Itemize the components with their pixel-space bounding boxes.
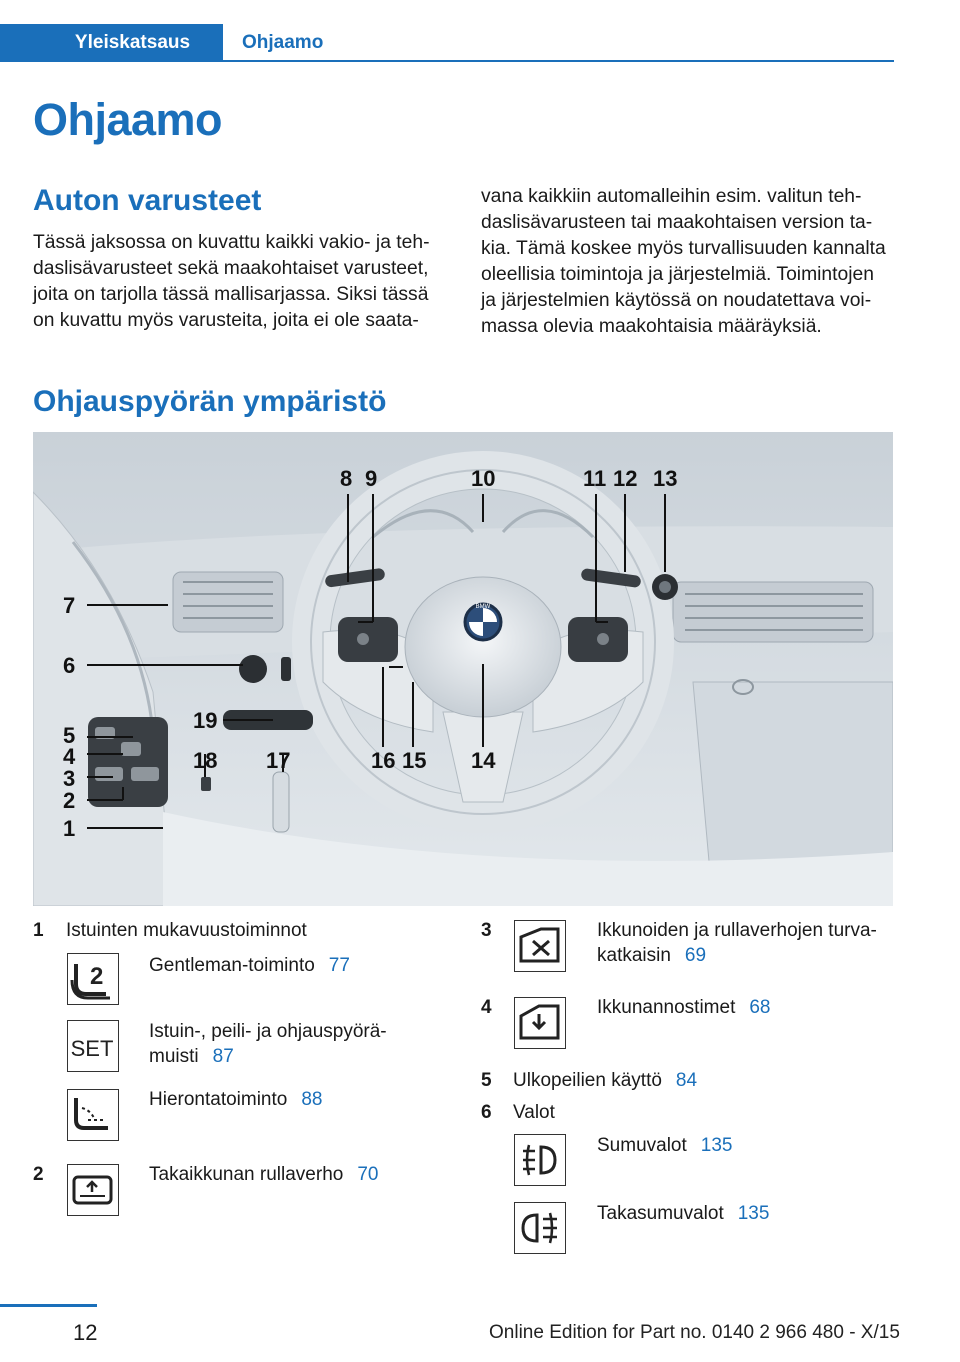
legend-label: Ikkunannostimet: [597, 997, 736, 1018]
section-heading-varusteet: Auton varusteet: [33, 184, 262, 217]
text-line: daslisävarusteen tai maakohtaisen version ta-: [481, 212, 873, 233]
legend-label: Hierontatoiminto: [149, 1089, 288, 1110]
legend-window-lift: [597, 995, 771, 1020]
legend-label: Ulkopeilien käyttö: [513, 1070, 662, 1091]
seat-2-icon: [67, 953, 119, 1005]
callout-16: 16: [371, 748, 396, 773]
header-rule: [0, 60, 894, 62]
callout-8: 8: [340, 466, 353, 491]
legend-label: Istuin-, peili- ja ohjauspyörä-: [149, 1021, 387, 1042]
footer-edition: Online Edition for Part no. 0140 2 966 480 - X/15: [489, 1322, 900, 1343]
page-number: 12: [73, 1320, 98, 1345]
page-link-84[interactable]: 84: [675, 1070, 698, 1091]
legend-fog: [597, 1133, 732, 1158]
legend-gentleman: [149, 953, 350, 978]
legend-num-6: 6: [481, 1102, 492, 1123]
legend-label: Gentleman-toiminto: [149, 955, 315, 976]
callout-3: 3: [63, 766, 76, 791]
callout-14: 14: [471, 748, 496, 773]
page-link-135b[interactable]: 135: [737, 1203, 770, 1224]
legend-mirrors: [513, 1068, 697, 1093]
legend-num-5: 5: [481, 1070, 492, 1091]
legend-num-4: 4: [481, 997, 492, 1018]
callout-6: 6: [63, 653, 76, 678]
callout-9: 9: [365, 466, 378, 491]
legend-label: Takasumuvalot: [597, 1203, 724, 1224]
text-line: massa olevia maakohtaisia määräyksiä.: [481, 316, 822, 337]
page-link-69[interactable]: 69: [684, 945, 707, 966]
legend-label: katkaisin: [597, 945, 671, 966]
text-line: on kuvattu myös varusteita, joita ei ole saata-: [33, 310, 419, 331]
window-lock-icon: [514, 920, 566, 972]
callout-5: 5: [63, 723, 76, 748]
legend-label: Ikkunoiden ja rullaverhojen turva-: [597, 920, 877, 941]
legend-num-2: 2: [33, 1164, 44, 1185]
page-link-87[interactable]: 87: [212, 1046, 234, 1067]
callout-10: 10: [471, 466, 496, 491]
legend-rear-fog: [597, 1201, 769, 1226]
page-link-77[interactable]: 77: [328, 955, 350, 976]
text-line: joita on tarjolla tässä mallisarjassa. Siksi tässä: [33, 284, 429, 305]
page-link-88[interactable]: 88: [301, 1089, 323, 1110]
set-memory-icon: [67, 1020, 119, 1072]
callout-12: 12: [613, 466, 638, 491]
section-heading-ohjauspyora: Ohjauspyörän ympäristö: [33, 385, 387, 418]
legend-rear-blind: [149, 1162, 378, 1187]
callout-17: 17: [266, 748, 291, 773]
legend-massage: [149, 1087, 322, 1112]
text-line: kia. Tämä koskee myös turvallisuuden kannalta: [481, 238, 886, 259]
massage-seat-icon: [67, 1089, 119, 1141]
legend-num-1: 1: [33, 920, 44, 941]
callout-19: 19: [193, 708, 218, 733]
callout-4: 4: [63, 744, 76, 769]
callout-11: 11: [583, 466, 607, 491]
callout-18: 18: [193, 748, 218, 773]
legend-lights: Valot: [513, 1102, 555, 1123]
tab-yleiskatsaus[interactable]: Yleiskatsaus: [0, 24, 223, 62]
callout-1: 1: [63, 816, 76, 841]
page-link-70[interactable]: 70: [357, 1164, 379, 1185]
callout-13: 13: [653, 466, 678, 491]
legend-window-lock: [597, 918, 877, 968]
rear-blind-icon: [67, 1164, 119, 1216]
intro-column-1: [33, 230, 430, 334]
legend-label: muisti: [149, 1046, 199, 1067]
rear-fog-icon: [514, 1202, 566, 1254]
tab-ohjaamo[interactable]: Ohjaamo: [242, 32, 324, 53]
page-link-135[interactable]: 135: [700, 1135, 733, 1156]
legend-memory: [149, 1019, 387, 1069]
legend-label: Takaikkunan rullaverho: [149, 1164, 344, 1185]
svg-text:2: 2: [90, 963, 104, 990]
bmw-logo-text: BMW: [475, 604, 491, 610]
text-line: vana kaikkiin automalleihin esim. valitun teh-: [481, 186, 862, 207]
text-line: ja järjestelmien käytössä on noudatettava voi-: [481, 290, 872, 311]
cockpit-illustration: [33, 432, 893, 906]
footer-rule: [0, 1304, 97, 1307]
text-line: oleellisia toimintoja ja järjestelmiä. Toimintojen: [481, 264, 874, 285]
legend-text-1: Istuinten mukavuustoiminnot: [66, 920, 307, 941]
callout-7: 7: [63, 593, 76, 618]
callout-15: 15: [402, 748, 427, 773]
page-title: Ohjaamo: [33, 94, 223, 145]
window-lift-icon: [514, 997, 566, 1049]
page-link-68[interactable]: 68: [749, 997, 771, 1018]
legend-num-3: 3: [481, 920, 492, 941]
callout-2: 2: [63, 788, 76, 813]
legend-label: Sumuvalot: [597, 1135, 687, 1156]
text-line: Tässä jaksossa on kuvattu kaikki vakio- ja teh-: [33, 232, 430, 253]
text-line: daslisävarusteet sekä maakohtaiset varusteet,: [33, 258, 429, 279]
set-icon-text: SET: [70, 1036, 114, 1061]
intro-column-2: [481, 184, 886, 340]
front-fog-icon: [514, 1134, 566, 1186]
